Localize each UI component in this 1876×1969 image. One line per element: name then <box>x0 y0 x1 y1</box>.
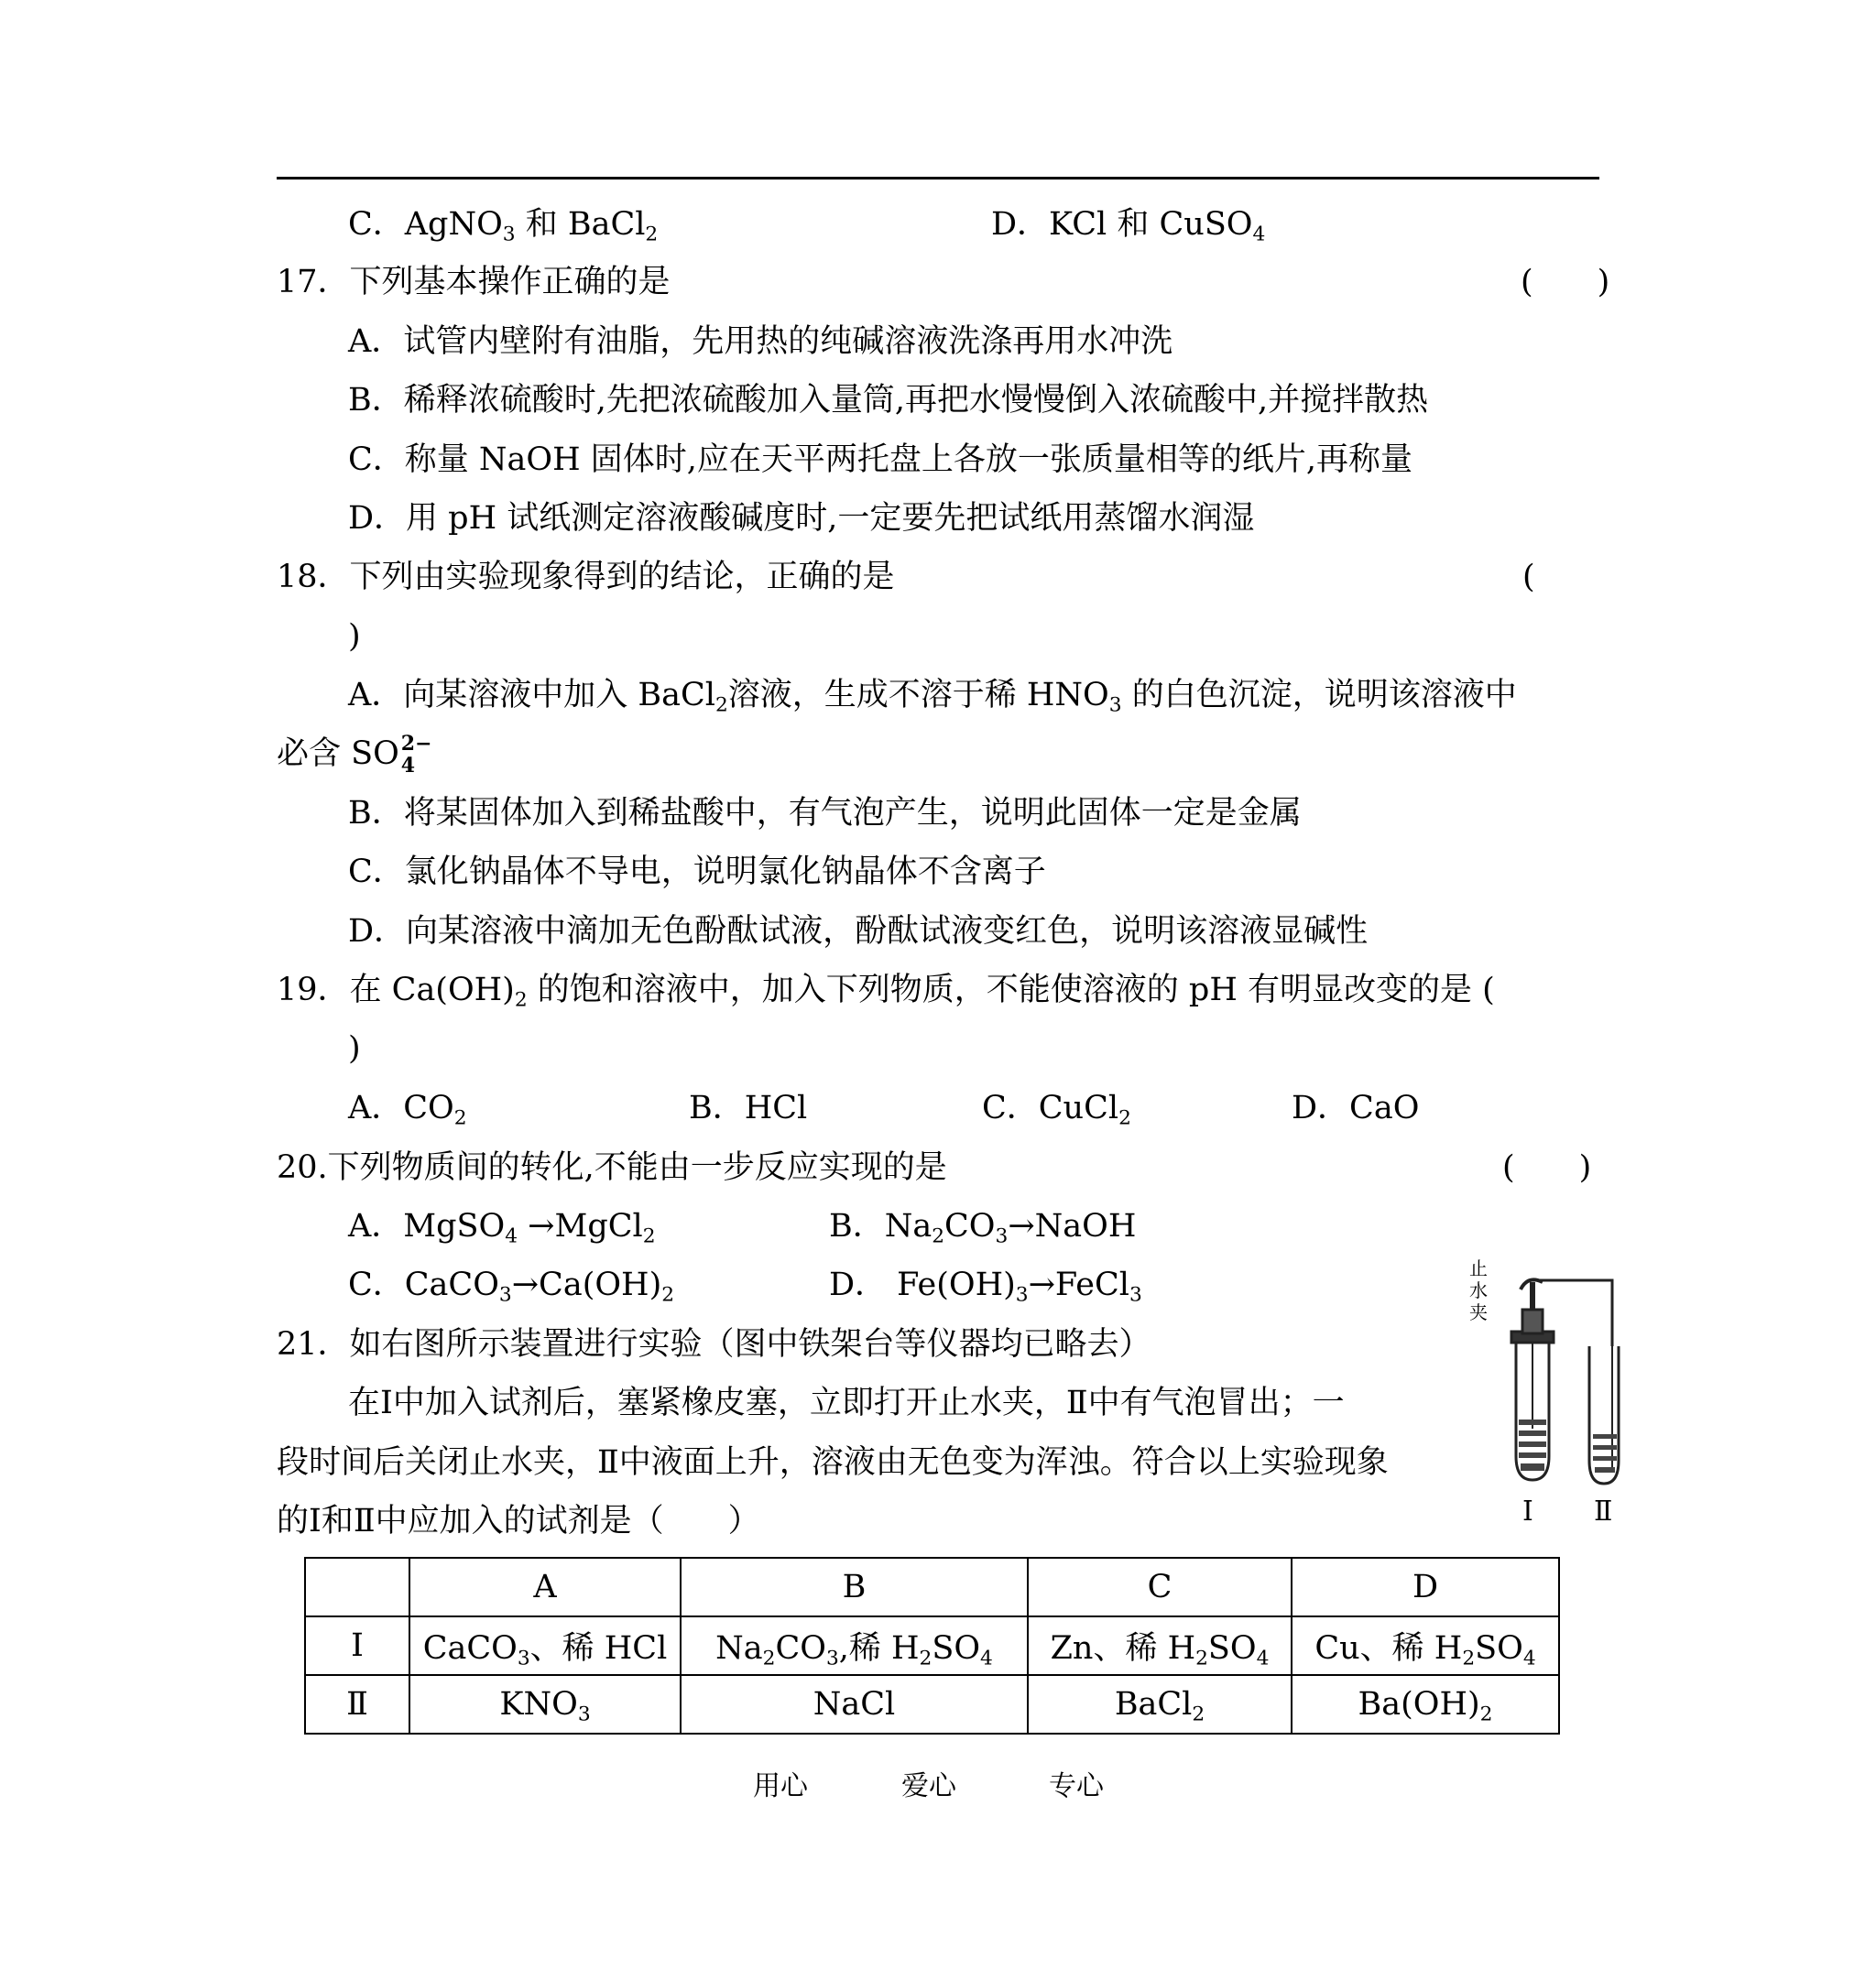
q21-text-line3: 的Ⅰ和Ⅱ中应加入的试剂是（ ） <box>277 1503 760 1539</box>
q17-option-b: B．稀释浓硫酸时,先把浓硫酸加入量筒,再把水慢慢倒入浓硫酸中,并搅拌散热 <box>348 382 1429 419</box>
cell-2-a: $KNO_3$ <box>409 1675 681 1734</box>
table-header-b: B <box>681 1558 1028 1616</box>
cell-2-b: NaCl <box>681 1675 1028 1734</box>
q19-option-d: D．CaO <box>1292 1090 1420 1126</box>
tube-2-label: Ⅱ <box>1594 1496 1613 1528</box>
q21-stem: 21．如右图所示装置进行实验（图中铁架台等仪器均已略去） <box>277 1326 1151 1363</box>
q17-option-d: D．用 pH 试纸测定溶液酸碱度时,一定要先把试纸用蒸馏水润湿 <box>348 500 1255 537</box>
cell-1-c: Zn、稀 $H_2SO_4$ <box>1028 1616 1292 1675</box>
q18-bracket-close: ) <box>348 618 361 655</box>
q19-option-b: B．HCl <box>689 1090 808 1126</box>
q17-stem: 17．下列基本操作正确的是 <box>277 264 671 300</box>
q18-option-a-line2: 必含 SO 2− 4 <box>277 732 432 778</box>
apparatus-figure <box>1466 1255 1631 1529</box>
table-header-d: D <box>1292 1558 1559 1616</box>
q18-bracket-open: ( <box>1522 559 1535 595</box>
q17-bracket: ( ) <box>1521 264 1610 300</box>
q20-option-b: B．$Na_2CO_3\to NaOH$ <box>829 1208 1137 1248</box>
q19-option-a: A．$CO_2$ <box>348 1090 467 1130</box>
row-label-1: Ⅰ <box>305 1616 409 1675</box>
q16-option-c: C．AgNO$_3$ 和 BaCl$_2$ <box>348 206 659 246</box>
clamp-label-2: 水 <box>1469 1279 1488 1301</box>
cell-1-b: $Na_2CO_3$,稀 $H_2SO_4$ <box>681 1616 1028 1675</box>
q19-option-c: C．CuCl$_2$ <box>982 1090 1131 1130</box>
q18-option-c: C．氯化钠晶体不导电，说明氯化钠晶体不含离子 <box>348 854 1046 890</box>
q18-stem: 18．下列由实验现象得到的结论，正确的是 <box>277 559 895 595</box>
top-rule <box>277 177 1599 179</box>
q18-option-d: D．向某溶液中滴加无色酚酞试液，酚酞试液变红色，说明该溶液显碱性 <box>348 913 1369 950</box>
q18-option-a-line1: A．向某溶液中加入 BaCl$_2$溶液，生成不溶于稀 $HNO_3$ 的白色沉淀，说明该溶液中 <box>348 677 1517 717</box>
footer-word-1: 用心 <box>753 1770 808 1802</box>
q17-option-a: A．试管内壁附有油脂，先用热的纯碱溶液洗涤再用水冲洗 <box>348 323 1173 360</box>
q19-stem: 19．在 $Ca(OH)_2$ 的饱和溶液中，加入下列物质，不能使溶液的 pH 有明显改变的是 ( <box>277 972 1495 1012</box>
q21-text-line1: 在Ⅰ中加入试剂后，塞紧橡皮塞，立即打开止水夹，Ⅱ中有气泡冒出；一 <box>348 1385 1345 1421</box>
q19-bracket-close: ) <box>348 1030 361 1067</box>
cell-2-c: BaCl$_2$ <box>1028 1675 1292 1734</box>
table-header-c: C <box>1028 1558 1292 1616</box>
tube-1-label: Ⅰ <box>1522 1496 1533 1528</box>
cell-2-d: $Ba(OH)_2$ <box>1292 1675 1559 1734</box>
answer-table <box>304 1557 1560 1735</box>
table-row <box>305 1616 1559 1675</box>
clamp-label-3: 夹 <box>1469 1301 1488 1323</box>
clamp-label-1: 止 <box>1469 1257 1488 1279</box>
q21-text-line2: 段时间后关闭止水夹，Ⅱ中液面上升，溶液由无色变为浑浊。符合以上实验现象 <box>277 1444 1389 1481</box>
q16-option-d: D．KCl 和 CuSO$_4$ <box>991 206 1266 246</box>
q20-stem: 20.下列物质间的转化,不能由一步反应实现的是 <box>277 1149 947 1186</box>
row-label-2: Ⅱ <box>305 1675 409 1734</box>
footer-word-3: 专心 <box>1049 1770 1104 1802</box>
footer-word-2: 爱心 <box>901 1770 956 1802</box>
q20-option-a: A．MgSO$_4$ →MgCl$_2$ <box>348 1208 656 1248</box>
q20-option-c: C．$CaCO_3\to Ca(OH)_2$ <box>348 1267 675 1307</box>
table-row <box>305 1675 1559 1734</box>
q17-option-c: C．称量 NaOH 固体时,应在天平两托盘上各放一张质量相等的纸片,再称量 <box>348 441 1412 478</box>
q20-option-d: D． $Fe(OH)_3\to FeCl_3$ <box>829 1267 1142 1307</box>
q20-bracket: ( ) <box>1502 1149 1592 1186</box>
table-header-a: A <box>409 1558 681 1616</box>
cell-1-a: CaCO$_3$、稀 HCl <box>409 1616 681 1675</box>
table-header-row <box>305 1558 1559 1616</box>
cell-1-d: Cu、稀 $H_2SO_4$ <box>1292 1616 1559 1675</box>
sulfate-ion-charge: 2− 4 <box>400 732 432 778</box>
table-corner-cell <box>305 1558 409 1616</box>
q18-option-b: B．将某固体加入到稀盐酸中，有气泡产生，说明此固体一定是金属 <box>348 795 1302 832</box>
